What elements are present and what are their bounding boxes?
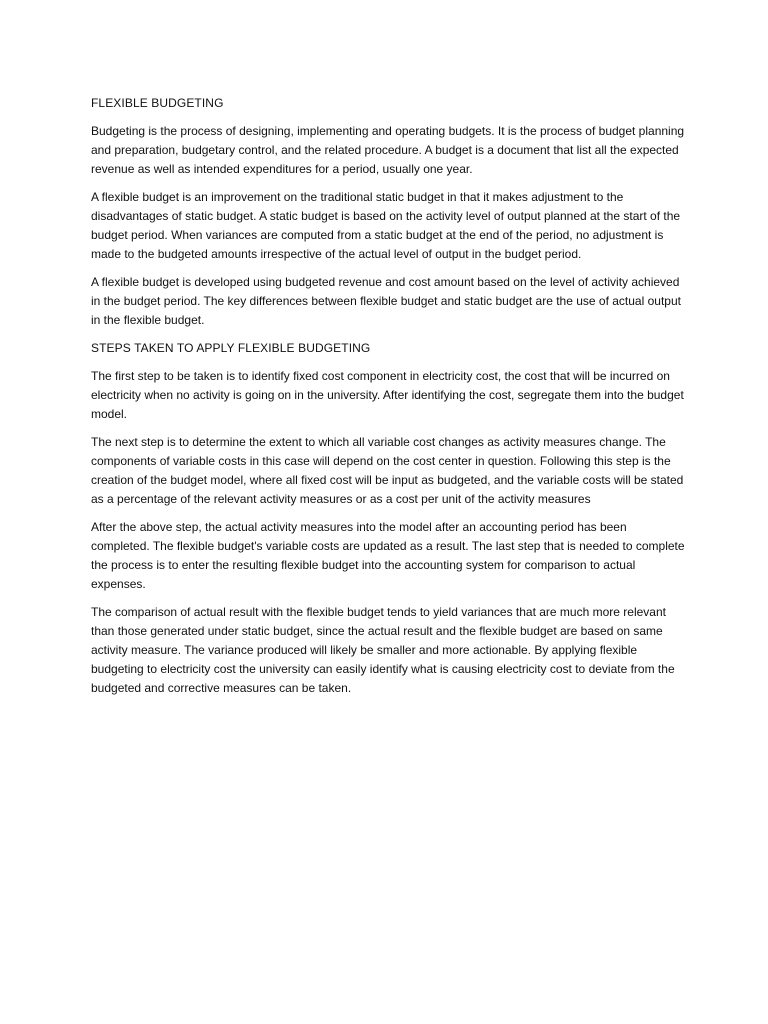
document-page [91,94,686,707]
paragraph-flexible-vs-static: A flexible budget is an improvement on the traditional static budget in that it makes adjustment to the disadvantages of static budget. A static budget is based on the activity level of output planned at the start of the budget period. When variances are computed from a static budget at the end of the period, no adjustment is made to the budgeted amounts irrespective of the actual level of output in the budget period. [91,190,681,261]
paragraph-step-two: The next step is to determine the extent to which all variable cost changes as activity measures change. The components of variable costs in this case will depend on the cost center in question. Following this step is the creation of the budget model, where all fixed cost will be input as budgeted, and the variable costs will be stated as a percentage of the relevant activity measures or as a cost per unit of the activity measures [91,435,684,506]
paragraph-budgeting-definition: Budgeting is the process of designing, implementing and operating budgets. It is the process of budget planning and preparation, budgetary control, and the related procedure. A budget is a document that list all the expected revenue as well as intended expenditures for a period, usually one year. [91,124,685,176]
section-heading-steps: STEPS TAKEN TO APPLY FLEXIBLE BUDGETING [91,341,371,355]
document-title: FLEXIBLE BUDGETING [91,96,224,110]
paragraph-step-three: After the above step, the actual activity measures into the model after an accounting period has been completed. The flexible budget's variable costs are updated as a result. The last step that is needed to complete the process is to enter the resulting flexible budget into the accounting system for comparison to actual expenses. [91,520,685,591]
paragraph-comparison: The comparison of actual result with the flexible budget tends to yield variances that are much more relevant than those generated under static budget, since the actual result and the flexible budget are based on same activity measure. The variance produced will likely be smaller and more actionable. By applying flexible budgeting to electricity cost the university can easily identify what is causing electricity cost to deviate from the budgeted and corrective measures can be taken. [91,605,675,695]
paragraph-flexible-development: A flexible budget is developed using budgeted revenue and cost amount based on the level of activity achieved in the budget period. The key differences between flexible budget and static budget are the use of actual output in the flexible budget. [91,275,681,327]
paragraph-step-one: The first step to be taken is to identify fixed cost component in electricity cost, the cost that will be incurred on electricity when no activity is going on in the university. After identifying the cost, segregate them into the budget model. [91,369,684,421]
